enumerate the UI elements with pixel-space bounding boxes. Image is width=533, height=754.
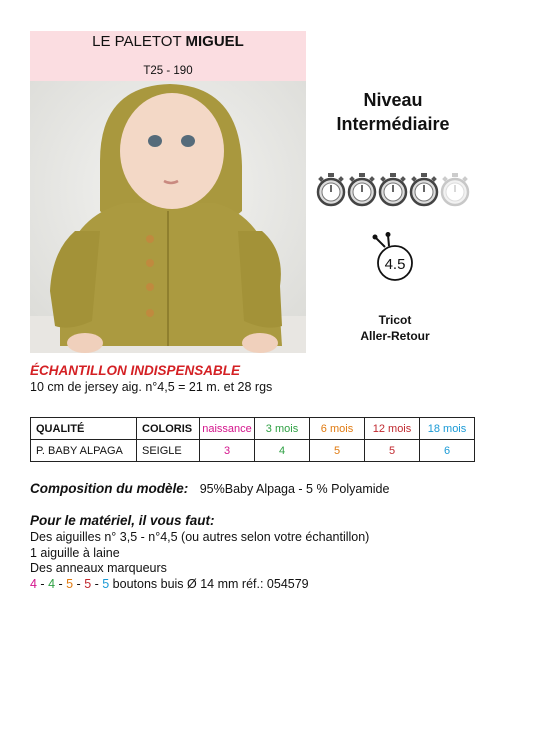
- cell-color: SEIGLE: [137, 440, 200, 462]
- cell-value-3: 5: [365, 440, 420, 462]
- header-size-1: 3 mois: [255, 418, 310, 440]
- button-count-0: 4: [30, 576, 37, 591]
- table-row: [31, 440, 475, 462]
- material-line-markers: Des anneaux marqueurs: [30, 561, 167, 575]
- materials-title: Pour le matériel, il vous faut:: [30, 513, 215, 528]
- composition: [30, 481, 389, 496]
- yarn-table: [30, 417, 475, 462]
- cell-value-4: 6: [420, 440, 475, 462]
- material-line-buttons: 4 - 4 - 5 - 5 - 5 boutons buis Ø 14 mm réf.: 054579: [30, 576, 309, 591]
- pattern-ref: T25 - 190: [143, 65, 193, 77]
- header-size-4: 18 mois: [420, 418, 475, 440]
- stopwatch-icon-2: [349, 173, 375, 205]
- stopwatch-icon-1: [318, 173, 344, 205]
- header-size-0: naissance: [200, 418, 255, 440]
- table-header-row: [31, 418, 475, 440]
- cell-value-1: 4: [255, 440, 310, 462]
- cell-value-2: 5: [310, 440, 365, 462]
- pattern-name: MIGUEL: [185, 33, 244, 50]
- needle-size-icon: [368, 232, 416, 282]
- baby-photo: [30, 81, 306, 353]
- header-quality: QUALITÉ: [31, 418, 137, 440]
- header-color: COLORIS: [137, 418, 200, 440]
- header-size-2: 6 mois: [310, 418, 365, 440]
- stopwatch-icon-5-faded: [442, 173, 468, 205]
- button-count-2: 5: [66, 576, 74, 591]
- stopwatch-icon-4: [411, 173, 437, 205]
- button-count-3: 5: [84, 576, 92, 591]
- technique: Tricot Aller-Retour: [360, 313, 430, 343]
- materials-list: [30, 530, 369, 592]
- pattern-title: LE PALETOT MIGUEL: [92, 33, 244, 50]
- cell-quality: P. BABY ALPAGA: [31, 440, 137, 462]
- composition-value: 95%Baby Alpaga - 5 % Polyamide: [199, 482, 390, 496]
- difficulty-stopwatches: [316, 172, 472, 208]
- header-size-3: 12 mois: [365, 418, 420, 440]
- cell-value-0: 3: [200, 440, 255, 462]
- button-count-4: 5: [102, 576, 110, 591]
- material-line-wool-needle: 1 aiguille à laine: [30, 545, 120, 560]
- material-line-needles: Des aiguilles n° 3,5 - n°4,5 (ou autres selon votre échantillon): [30, 530, 370, 544]
- header-box: [30, 31, 306, 81]
- gauge-text: 10 cm de jersey aig. n°4,5 = 21 m. et 28 rgs: [30, 380, 273, 394]
- buttons-text: boutons buis Ø 14 mm réf.: 054579: [109, 576, 309, 591]
- gauge-title: ÉCHANTILLON INDISPENSABLE: [30, 363, 241, 378]
- needle-size-label: 4.5: [384, 256, 406, 273]
- button-count-1: 4: [48, 576, 56, 591]
- stopwatch-icon-3: [380, 173, 406, 205]
- composition-label: Composition du modèle:: [30, 481, 189, 496]
- difficulty-level: Niveau Intermédiaire: [336, 90, 450, 134]
